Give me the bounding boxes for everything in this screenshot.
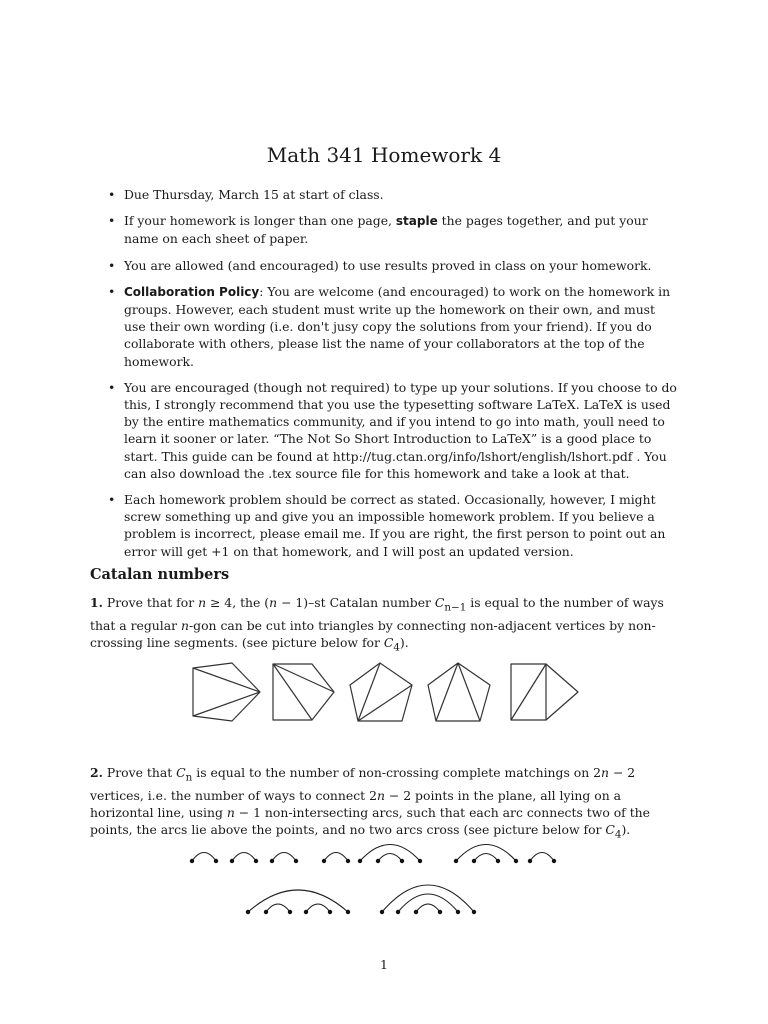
pentagon-triangulation-4 [428, 663, 490, 721]
bullet-icon: • [108, 492, 116, 508]
matching-2 [322, 845, 422, 864]
bullet-icon: • [108, 257, 116, 273]
problem-2: 2. Prove that $C_n$ is equal to the number of non-crossing complete matchings on 2n − 2 vertices, i.e. the number of ways to connect 2n − 2 points in the plane, all lying on a horizontal line, using n − 1 non-intersecting arcs, such that each arc connects two of the points, the arcs lie above the points, and no two arcs cross (see picture below for $C_4$). [90, 765, 650, 841]
polygon-triangulations-figure [188, 661, 588, 723]
list-item: • Collaboration Policy: You are welcome (and encouraged) to work on the homework in groups. However, each student must write up the homework on their own, and must use their own wording (i.e. don't jusy copy the solutions from your friend). If you do collaborate with others, please list the name of your collaborators at the top of the homework. [108, 283, 671, 369]
page-title: Math 341 Homework 4 [266, 143, 502, 167]
emphasis-text: Collaboration Policy [124, 284, 260, 299]
instructions-list [108, 186, 680, 569]
pentagon-triangulation-2 [273, 664, 334, 720]
matching-1 [190, 853, 298, 864]
pentagon-triangulation-3 [350, 663, 412, 721]
matching-5 [380, 885, 476, 914]
emphasis-text: staple [395, 214, 438, 229]
page-number: 1 [380, 957, 388, 972]
section-heading: Catalan numbers [90, 566, 230, 583]
list-item: • Due Thursday, March 15 at start of class. [108, 187, 384, 202]
bullet-icon: • [108, 187, 116, 202]
matching-4 [246, 890, 350, 914]
list-item: • You are allowed (and encouraged) to use results proved in class on your homework. [108, 257, 652, 273]
problem-1: 1. Prove that for n ≥ 4, the (n − 1)–st Catalan number $C_{n-1}$ is equal to the number of ways that a regular n-gon can be cut into triangles by connecting non-adjacent vertices by non-crossing line segments. (see picture below for $C_4$). [90, 595, 664, 654]
pentagon-triangulation-1 [193, 663, 260, 721]
list-item: • You are encouraged (though not required) to type up your solutions. If you choose to do this, I strongly recommend that you use the typesetting software LaTeX. LaTeX is used by the entire mathematics community, and if you intend to go into math, youll need to learn it sooner or later. “The Not So Short Introduction to LaTeX” is a good place to start. This guide can be found at http://tug.ctan.org/info/lshort/english/lshort.pdf . You can also download the .tex source file for this homework and take a look at that. [108, 379, 677, 481]
list-item: • If your homework is longer than one page, staple the pages together, and put your name on each sheet of paper. [108, 213, 648, 247]
bullet-icon: • [108, 213, 116, 229]
list-item: • Each homework problem should be correct as stated. Occasionally, however, I might screw something up and give you an impossible homework problem. If you believe a problem is incorrect, please email me. If you are right, the first person to point out an error will get +1 on that homework, and I will post an updated version. [108, 492, 666, 559]
bullet-icon: • [108, 283, 116, 299]
noncrossing-matchings-figure [180, 836, 580, 926]
matching-3 [454, 845, 556, 864]
pentagon-triangulation-5 [511, 664, 578, 720]
bullet-icon: • [108, 379, 116, 395]
